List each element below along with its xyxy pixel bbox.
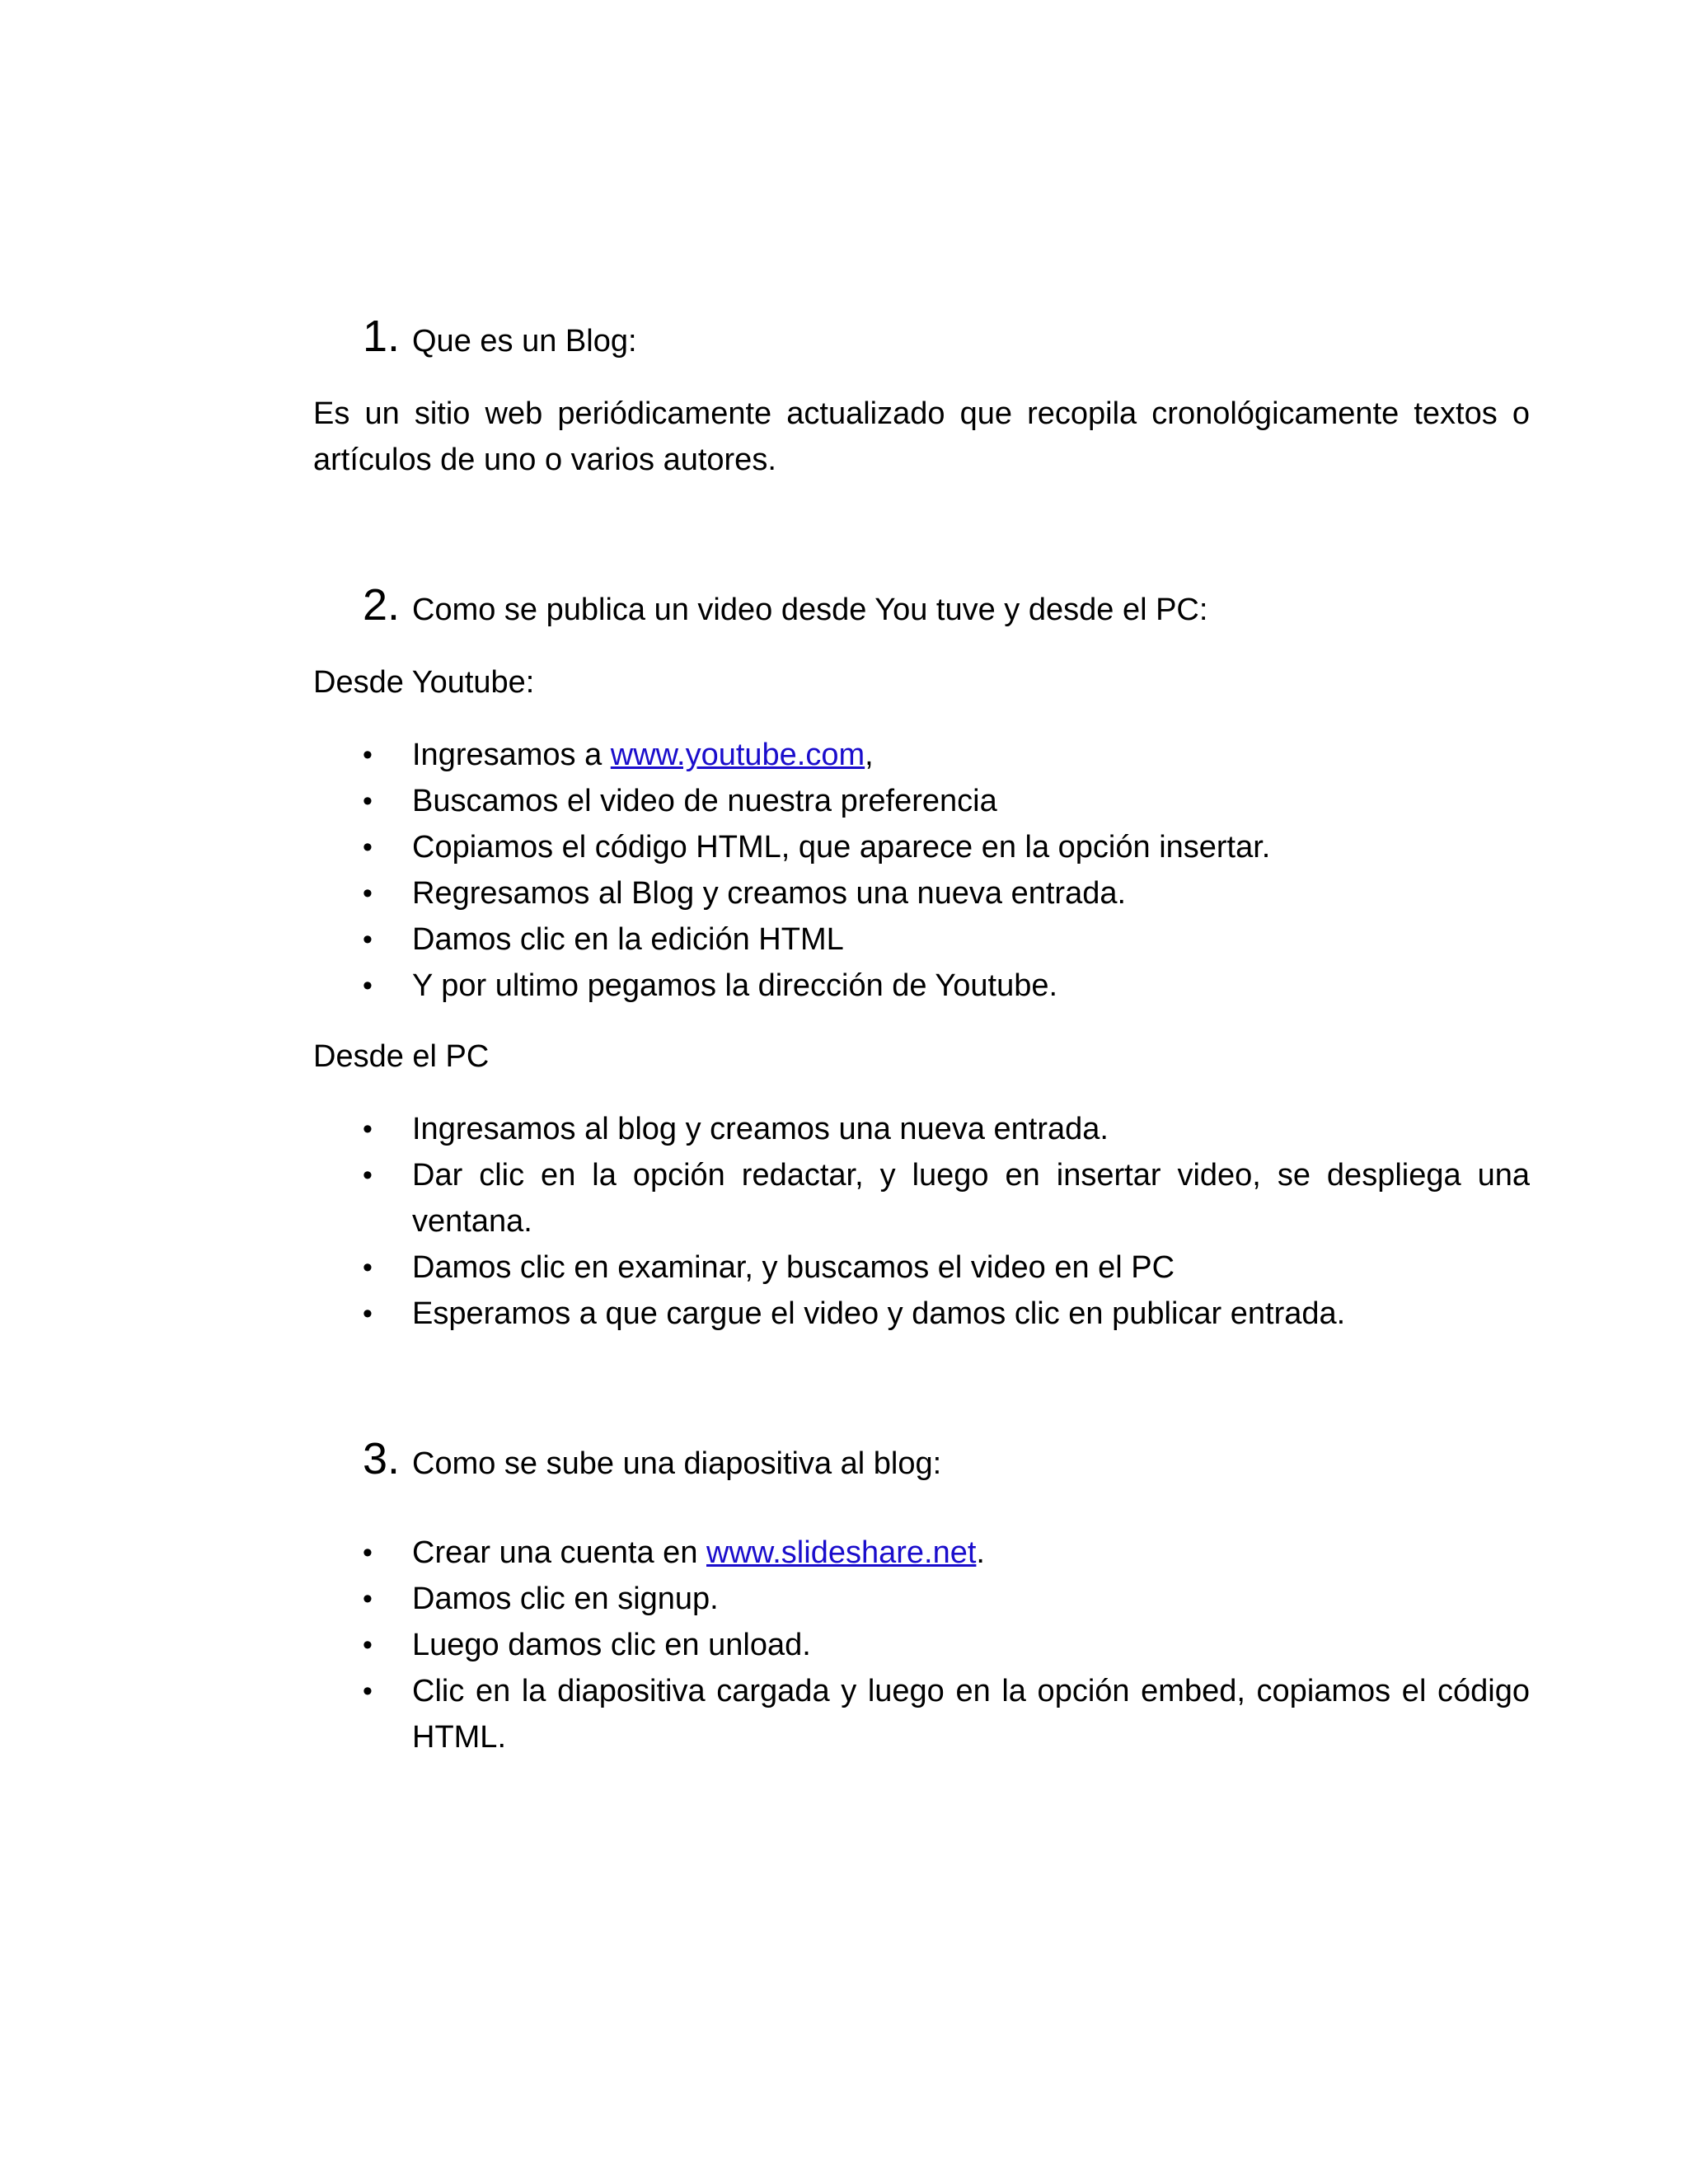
bullet-icon: •: [363, 739, 373, 771]
section-1-number: 1.: [363, 312, 401, 361]
list-item: [363, 870, 1530, 916]
list-item-text: Damos clic en signup.: [412, 1582, 719, 1616]
list-item-text: Damos clic en examinar, y buscamos el video en el PC: [412, 1250, 1175, 1285]
pc-subheading: Desde el PC: [313, 1039, 490, 1074]
list-item-text: Dar clic en la opción redactar, y luego en insertar video, se despliega una ventana.: [412, 1158, 1530, 1239]
list-item: [363, 1152, 1530, 1244]
bullet-icon: •: [363, 1113, 373, 1145]
pc-steps-list: [363, 1106, 1530, 1337]
list-item-punctuation: ,: [865, 738, 874, 772]
list-item-text: Luego damos clic en unload.: [412, 1628, 811, 1662]
list-item-text: Ingresamos a: [412, 738, 611, 772]
list-item: [363, 963, 1530, 1009]
list-item: [363, 824, 1530, 870]
list-item: [363, 1291, 1530, 1337]
list-item-text: Buscamos el video de nuestra preferencia: [412, 784, 997, 818]
bullet-icon: •: [363, 1252, 373, 1283]
list-item-text: Copiamos el código HTML, que aparece en la opción insertar.: [412, 830, 1271, 865]
list-item: [363, 1530, 1530, 1576]
bullet-icon: •: [363, 878, 373, 909]
youtube-steps-list: [363, 732, 1530, 1009]
list-item: [363, 1244, 1530, 1291]
list-item-text: Esperamos a que cargue el video y damos clic en publicar entrada.: [412, 1296, 1346, 1331]
bullet-icon: •: [363, 970, 373, 1001]
youtube-subheading: Desde Youtube:: [313, 665, 535, 700]
bullet-icon: •: [363, 1583, 373, 1615]
bullet-icon: •: [363, 1160, 373, 1191]
section-3-number: 3.: [363, 1434, 401, 1483]
list-item: [363, 778, 1530, 824]
list-item-punctuation: .: [976, 1535, 985, 1570]
section-2-number: 2.: [363, 580, 401, 630]
list-item-text: Damos clic en la edición HTML: [412, 922, 844, 957]
url-link[interactable]: www.slideshare.net: [706, 1535, 977, 1570]
list-item-text: Y por ultimo pegamos la dirección de Youtube.: [412, 968, 1058, 1003]
url-link[interactable]: www.youtube.com: [610, 738, 865, 772]
section-1-paragraph: Es un sitio web periódicamente actualizado que recopila cronológicamente textos o artículos de uno o varios autores.: [313, 396, 1530, 477]
list-item: [363, 916, 1530, 963]
section-3-title: Como se sube una diapositiva al blog:: [412, 1446, 942, 1481]
bullet-icon: •: [363, 924, 373, 955]
bullet-icon: •: [363, 1675, 373, 1707]
list-item: [363, 1668, 1530, 1760]
bullet-icon: •: [363, 1537, 373, 1568]
bullet-icon: •: [363, 832, 373, 863]
bullet-icon: •: [363, 785, 373, 817]
section-1-title: Que es un Blog:: [412, 324, 637, 359]
list-item: [363, 1576, 1530, 1622]
section-2-heading: [363, 582, 1207, 633]
section-1-heading: [363, 313, 637, 364]
list-item-text: Clic en la diapositiva cargada y luego en la opción embed, copiamos el código HTML.: [412, 1674, 1530, 1755]
list-item-text: Crear una cuenta en: [412, 1535, 707, 1570]
list-item-text: Ingresamos al blog y creamos una nueva entrada.: [412, 1112, 1109, 1146]
bullet-icon: •: [363, 1298, 373, 1329]
list-item: [363, 1622, 1530, 1668]
section-3-heading: [363, 1436, 941, 1487]
list-item-text: Regresamos al Blog y creamos una nueva entrada.: [412, 876, 1127, 911]
list-item: [363, 1106, 1530, 1152]
bullet-icon: •: [363, 1629, 373, 1661]
list-item: [363, 732, 1530, 778]
section-2-title: Como se publica un video desde You tuve y desde el PC:: [412, 593, 1208, 627]
slideshare-steps-list: [363, 1530, 1530, 1760]
